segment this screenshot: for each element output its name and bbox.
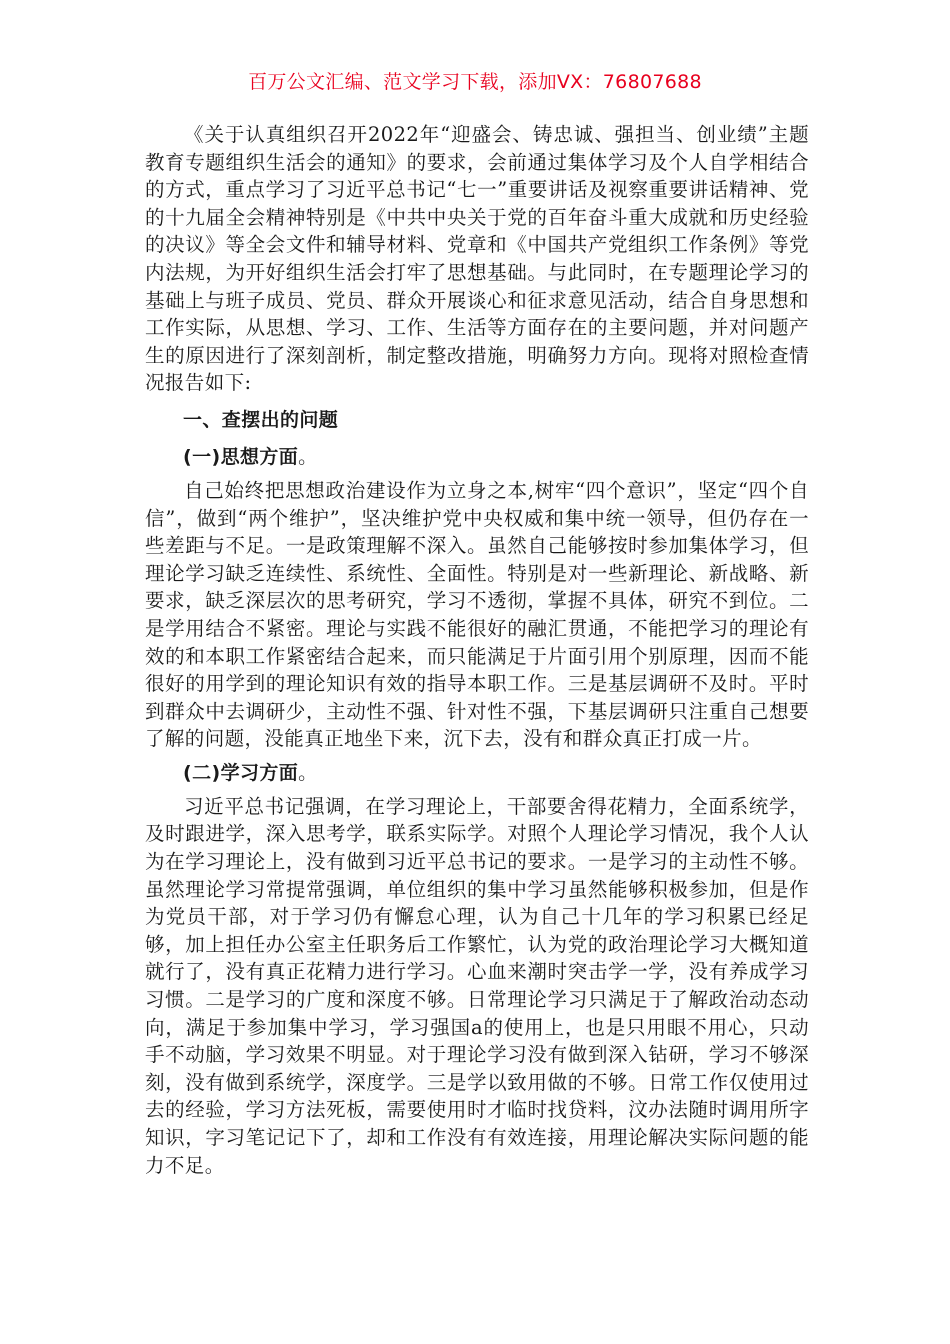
subheading-study — [145, 759, 809, 787]
subheading-study-label: (二)学习方面 — [183, 761, 299, 784]
thought-paragraph: 自己始终把思想政治建设作为立身之本,树牢“四个意识”，坚定“四个自信”，做到“两个维护”，坚决维护党中央权威和集中统一领导，但仍存在一些差距与不足。一是政策理解不深入。虽然自己能够按时参加集体学习，但理论学习缺乏连续性、系统性、全面性。特别是对一些新理论、新战略、新要求，缺乏深层次的思考研究，学习不透彻，掌握不具体，研究不到位。二是学用结合不紧密。理论与实践不能很好的融汇贯通，不能把学习的理论有效的和本职工作紧密结合起来，而只能满足于片面引用个别原理，因而不能很好的用学到的理论知识有效的指导本职工作。三是基层调研不及时。平时到群众中去调研少，主动性不强、针对性不强，下基层调研只注重自己想要了解的问题，没能真正地坐下来，沉下去，没有和群众真正打成一片。 — [145, 478, 809, 751]
subheading-thought-label: (一)思想方面 — [183, 445, 299, 468]
intro-paragraph: 《关于认真组织召开2022年“迎盛会、铸忠诚、强担当、创业绩”主题教育专题组织生活会的通知》的要求，会前通过集体学习及个人自学相结合的方式，重点学习了习近平总书记“七一”重要讲话及视察重要讲话精神、党的十九届全会精神特别是《中共中央关于党的百年奋斗重大成就和历史经验的决议》等全会文件和辅导材料、党章和《中国共产党组织工作条例》等党内法规，为开好组织生活会打牢了思想基础。与此同时，在专题理论学习的基础上与班子成员、党员、群众开展谈心和征求意见活动，结合自身思想和工作实际，从思想、学习、工作、生活等方面存在的主要问题，并对问题产生的原因进行了深刻剖析，制定整改措施，明确努力方向。现将对照检查情况报告如下: — [145, 123, 809, 395]
subheading-thought — [145, 443, 809, 471]
section-heading-problems: 一、查摆出的问题 — [183, 408, 339, 431]
subheading-study-suffix: 。 — [298, 761, 318, 784]
document-body — [145, 121, 809, 1179]
subheading-thought-suffix: 。 — [298, 445, 318, 468]
watermark-banner: 百万公文汇编、范文学习下载，添加VX：76807688 — [248, 71, 702, 93]
study-paragraph: 习近平总书记强调，在学习理论上，干部要舍得花精力，全面系统学，及时跟进学，深入思考学，联系实际学。对照个人理论学习情况，我个人认为在学习理论上，没有做到习近平总书记的要求。一是学习的主动性不够。虽然理论学习常提常强调，单位组织的集中学习虽然能够积极参加，但是作为党员干部，对于学习仍有懈怠心理，认为自己十几年的学习积累已经足够，加上担任办公室主任职务后工作繁忙，认为党的政治理论学习大概知道就行了，没有真正花精力进行学习。心血来潮时突击学一学，没有养成学习习惯。二是学习的广度和深度不够。日常理论学习只满足于了解政治动态动向，满足于参加集中学习，学习强国a的使用上，也是只用眼不用心，只动手不动脑，学习效果不明显。对于理论学习没有做到深入钻研，学习不够深刻，没有做到系统学，深度学。三是学以致用做的不够。日常工作仅使用过去的经验，学习方法死板，需要使用时才临时找贷料，汶办法随时调用所字知识，字习笔记记下了，却和工作没有有效连接，用理论解决实际问题的能力不足。 — [145, 794, 809, 1177]
